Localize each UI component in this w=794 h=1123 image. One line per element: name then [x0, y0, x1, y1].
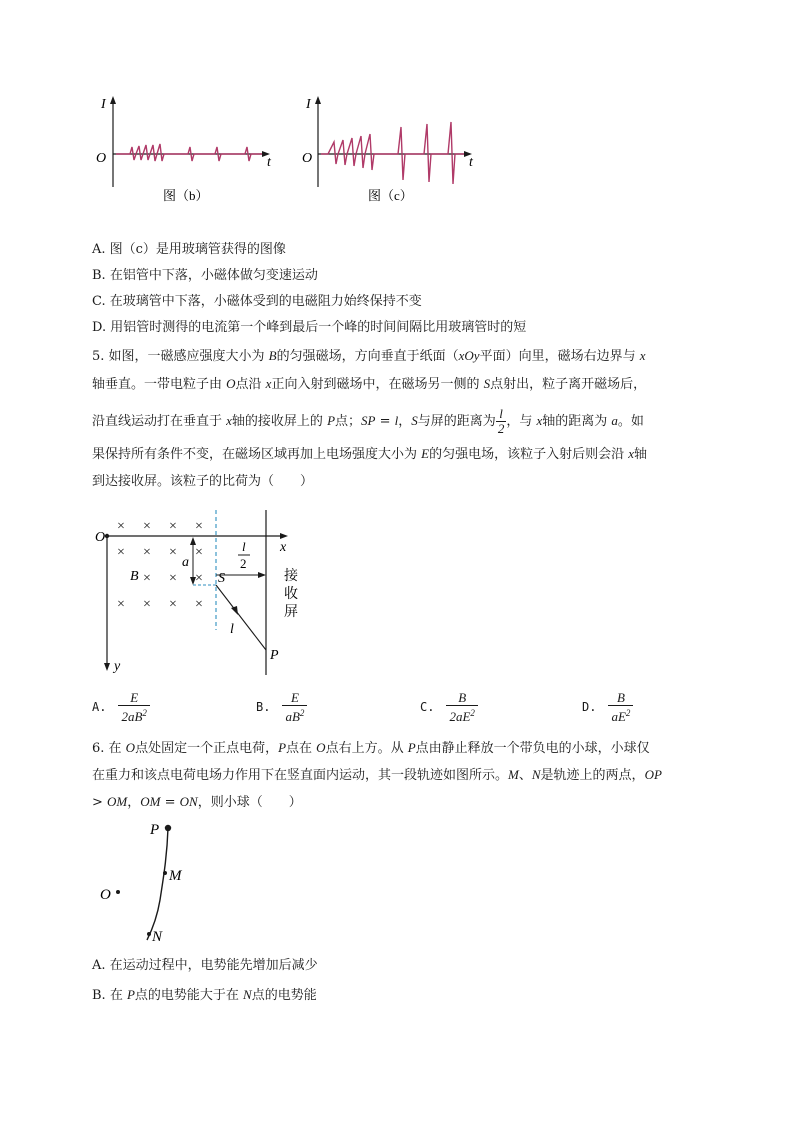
label-x: x — [280, 540, 287, 555]
label-o: O — [95, 530, 106, 545]
q5-line-4: 果保持所有条件不变，在磁场区域再加上电场强度大小为 E的匀强电场，该粒子入射后则会沿 x轴 — [92, 446, 648, 462]
screen-label-1: 接 — [284, 569, 298, 584]
q4-option-d: D. 用铝管时测得的电流第一个峰到最后一个峰的时间间隔比用玻璃管时的短 — [92, 320, 527, 335]
q6-option-b: B. 在 P点的电势能大于在 N点的电势能 — [92, 987, 317, 1003]
fig-c-i-arrow — [315, 96, 321, 104]
fig-b-origin: O — [96, 151, 107, 166]
q5-line-5: 到达接收屏。该粒子的比荷为（ ） — [92, 474, 314, 489]
point-n — [147, 932, 151, 936]
label-p: P — [150, 822, 160, 838]
figure-c — [302, 96, 474, 187]
trajectory-curve — [147, 828, 168, 940]
q5-line-3: 沿直线运动打在垂直于 x轴的接收屏上的 P点；SP = l，S与屏的距离为 $\frac{l}{2}$ ，与 x轴的距离为 a。如 — [92, 406, 644, 436]
label-a: a — [182, 555, 189, 570]
svg-text:×: × — [143, 519, 151, 534]
q5-line-2: 轴垂直。一带电粒子由 O点沿 x正向入射到磁场中，在磁场另一侧的 S点射出，粒子离开磁场后， — [92, 376, 647, 392]
fig-c-t-label: t — [469, 155, 473, 170]
svg-text:×: × — [143, 571, 151, 586]
label-s: S — [218, 571, 225, 586]
svg-text:×: × — [169, 545, 177, 560]
point-p — [165, 825, 171, 831]
trajectory-s-p — [216, 585, 266, 650]
figure-b-c — [90, 92, 490, 207]
label-m: M — [169, 868, 182, 884]
l-over-2-fraction: $\frac{l}{2}$ — [497, 406, 505, 436]
q4-option-b: B. 在铝管中下落，小磁体做匀变速运动 — [92, 268, 318, 283]
svg-text:×: × — [195, 571, 203, 586]
fig-b-trace — [116, 144, 262, 161]
point-o — [116, 890, 120, 894]
point-m — [163, 871, 167, 875]
label-p: P — [270, 648, 279, 663]
svg-text:×: × — [169, 571, 177, 586]
label-n: N — [152, 929, 163, 945]
q6-line-1: 6. 在 O点处固定一个正点电荷，P点在 O点右上方。从 P点由静止释放一个带负电的小球，小球仅 — [92, 740, 650, 756]
fig-b-caption: 图（b） — [163, 188, 209, 203]
svg-text:×: × — [169, 597, 177, 612]
screen-label-2: 收 — [284, 587, 298, 602]
q4-option-a: A. 图（c）是用玻璃管获得的图像 — [92, 242, 286, 257]
half-l-num: l — [242, 539, 246, 554]
svg-text:×: × — [117, 597, 125, 612]
figure-b — [96, 96, 272, 187]
svg-text:×: × — [195, 519, 203, 534]
fig-b-i-label: I — [101, 97, 106, 112]
svg-text:×: × — [143, 597, 151, 612]
q5-magnetic-field-figure — [92, 505, 322, 675]
label-o: O — [100, 887, 111, 903]
label-l: l — [230, 622, 234, 637]
field-crosses — [117, 519, 203, 612]
svg-text:×: × — [117, 519, 125, 534]
label-b: B — [130, 569, 139, 584]
svg-text:×: × — [117, 545, 125, 560]
q5-option-a: A. $\frac{E}{2aB^2}$ — [92, 690, 150, 724]
q5-option-d: D. $\frac{B}{aE^2}$ — [582, 690, 633, 724]
q5-option-c: C. $\frac{B}{2aE^2}$ — [420, 690, 478, 724]
half-l-den: 2 — [240, 556, 247, 571]
origin-point — [105, 534, 109, 538]
fig-c-trace — [321, 122, 464, 184]
q6-line-3: > OM，OM = ON，则小球（ ） — [92, 794, 302, 810]
svg-text:×: × — [195, 545, 203, 560]
q5-option-b: B. $\frac{E}{aB^2}$ — [256, 690, 307, 724]
q6-option-a: A. 在运动过程中，电势能先增加后减少 — [92, 958, 318, 973]
label-y: y — [114, 659, 121, 674]
q4-option-c: C. 在玻璃管中下落，小磁体受到的电磁阻力始终保持不变 — [92, 294, 422, 309]
q6-trajectory-figure — [95, 818, 205, 946]
q5-line-1: 5. 如图，一磁感应强度大小为 B的匀强磁场，方向垂直于纸面（xOy平面）向里，磁场右边界与 x — [92, 348, 646, 364]
fig-c-origin: O — [302, 151, 313, 166]
q6-line-2: 在重力和该点电荷电场力作用下在竖直面内运动，其一段轨迹如图所示。M、N是轨迹上的两点，OP — [92, 767, 662, 783]
y-axis-arrow — [104, 663, 110, 671]
screen-label-3: 屏 — [284, 605, 298, 620]
fig-b-t-label: t — [267, 155, 271, 170]
svg-text:×: × — [169, 519, 177, 534]
fig-b-i-arrow — [110, 96, 116, 104]
fig-c-caption: 图（c） — [368, 188, 413, 203]
x-axis-arrow — [280, 533, 288, 539]
fig-c-i-label: I — [306, 97, 311, 112]
svg-text:×: × — [195, 597, 203, 612]
svg-text:×: × — [143, 545, 151, 560]
